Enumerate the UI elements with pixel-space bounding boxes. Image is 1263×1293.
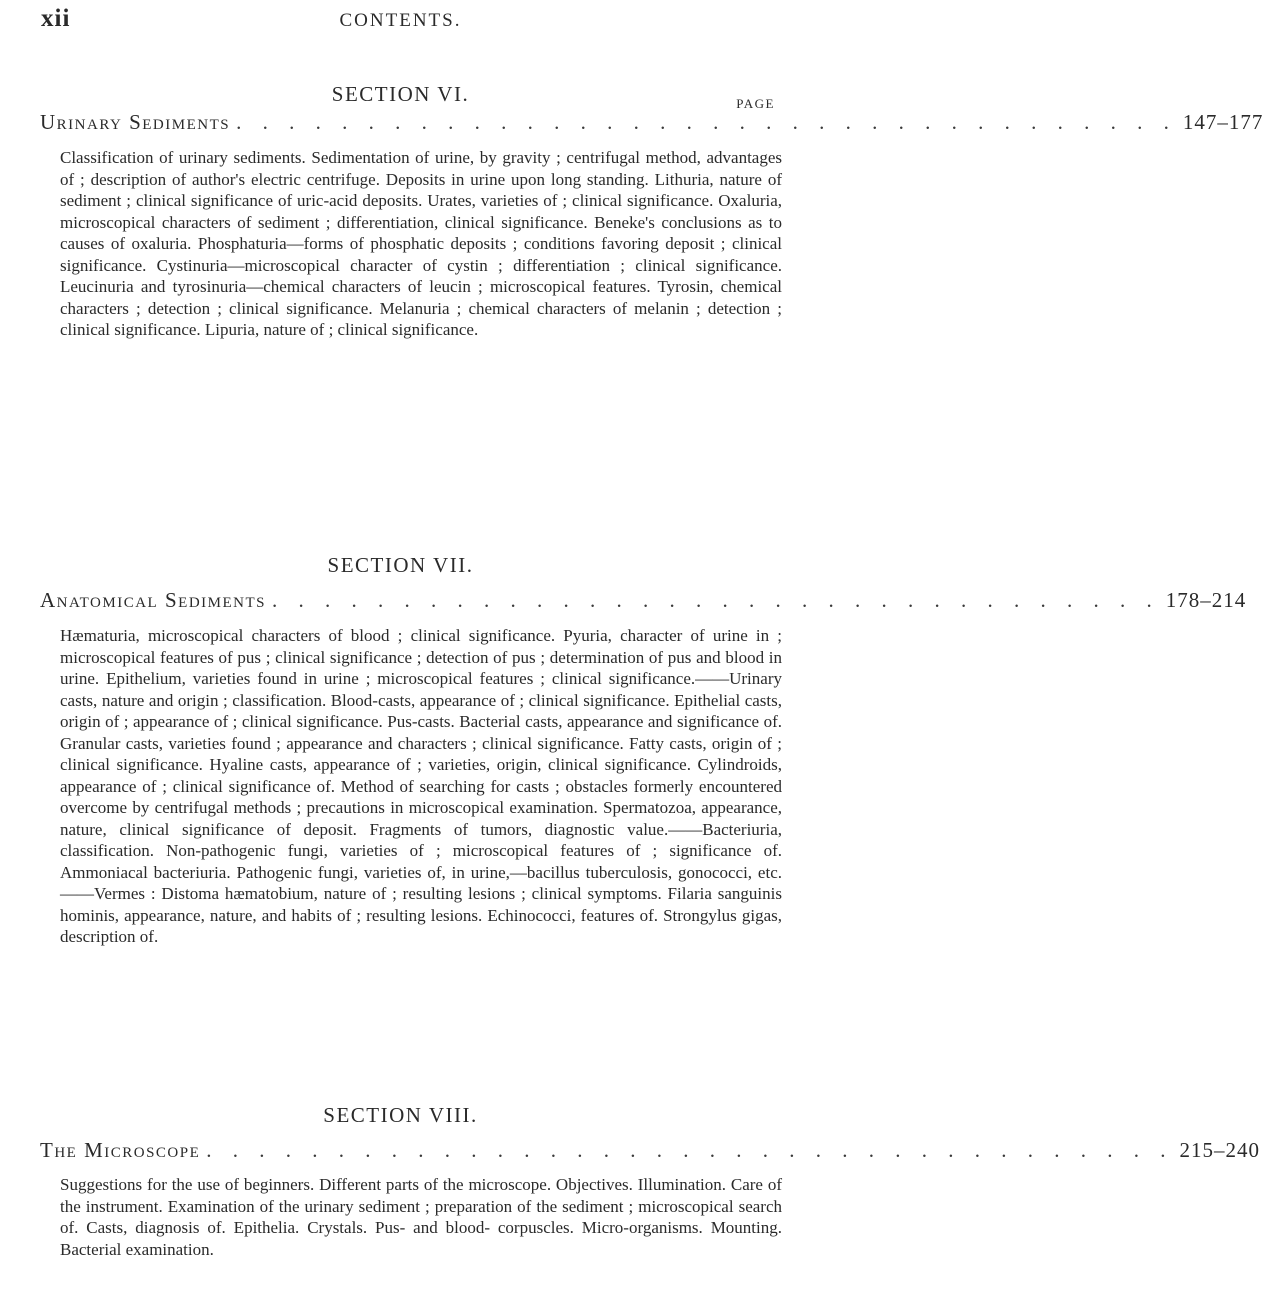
entry-page-range: 215–240 (1179, 1138, 1261, 1162)
entry-page-range: 178–214 (1165, 588, 1247, 612)
dot-leader: . . . . . . . . . . . . . . . . . . . . . . . . . . . . . . . . . . . . (236, 110, 1177, 134)
section-description: Classification of urinary sediments. Sedimentation of urine, by gravity ; centrifugal method, advantages of ; description of author's electric centrifuge. Deposits in urine upon long standing. Lithuria, nature of sediment ; clinical significance of uric-acid deposits. Urates, varieties of ; clinical significance. Oxaluria, microscopical characters of sediment ; differentiation, clinical significance. Beneke's conclusions as to causes of oxaluria. Phosphaturia—forms of phosphatic deposits ; conditions favoring deposit ; clinical significance. Cystinuria—microscopical character of cystin ; differentiation ; clinical significance. Leucinuria and tyrosinuria—chemical characters of leucin ; microscopical features. Tyrosin, chemical characters ; detection ; clinical significance. Melanuria ; chemical characters of melanin ; detection ; clinical significance. Lipuria, nature of ; clinical significance. (60, 148, 782, 339)
entry-title: Anatomical Sediments (40, 588, 266, 612)
page-column-label: PAGE (736, 96, 775, 111)
entry-title: Urinary Sediments (40, 110, 231, 134)
toc-entry (40, 110, 1263, 135)
entry-page-range: 147–177 (1182, 110, 1263, 134)
section-heading: SECTION VII. (327, 553, 474, 577)
entry-title: The Microscope (40, 1138, 201, 1162)
toc-entry (40, 1138, 1261, 1163)
section-heading: SECTION VIII. (323, 1103, 478, 1127)
section-heading: SECTION VI. (331, 82, 470, 106)
running-title: CONTENTS. (339, 10, 462, 31)
section-description: Hæmaturia, microscopical characters of blood ; clinical significance. Pyuria, character of urine in ; microscopical features of pus ; clinical significance ; detection of pus ; determination of pus and blood in urine. Epithelium, varieties found in urine ; microscopical features ; clinical significance.——Urinary casts, nature and origin ; classification. Blood-casts, appearance of ; clinical significance. Epithelial casts, origin of ; appearance of ; clinical significance. Pus-casts. Bacterial casts, appearance and significance of. Granular casts, varieties found ; appearance and characters ; clinical significance. Fatty casts, origin of ; clinical significance. Hyaline casts, appearance of ; varieties, origin, clinical significance. Cylindroids, appearance of ; clinical significance of. Method of searching for casts ; obstacles formerly encountered overcome by centrifugal methods ; precautions in microscopical examination. Spermatozoa, appearance, nature, clinical significance of deposit. Fragments of tumors, diagnostic value.——Bacteriuria, classification. Non-pathogenic fungi, varieties of ; microscopical features of ; significance of. Ammoniacal bacteriuria. Pathogenic fungi, varieties of, in urine,—bacillus tuberculosis, gonococci, etc.——Vermes : Distoma hæmatobium, nature of ; resulting lesions ; clinical symptoms. Filaria sanguinis hominis, appearance, nature, and habits of ; resulting lesions. Echinococci, features of. Strongylus gigas, description of. (60, 626, 782, 946)
dot-leader: . . . . . . . . . . . . . . . . . . . . . . . . . . . . . . . . . . . . . (206, 1138, 1174, 1162)
toc-entry (40, 588, 1247, 613)
page-folio: xii (41, 5, 71, 32)
dot-leader: . . . . . . . . . . . . . . . . . . . . . . . . . . . . . . . . . . (271, 588, 1160, 612)
section-description: Suggestions for the use of beginners. Different parts of the microscope. Objectives. Illumination. Care of the instrument. Examination of the urinary sediment ; preparation of the sediment ; microscopical search of. Casts, diagnosis of. Epithelia. Crystals. Pus- and blood- corpuscles. Micro-organisms. Mounting. Bacterial examination. (60, 1175, 782, 1259)
